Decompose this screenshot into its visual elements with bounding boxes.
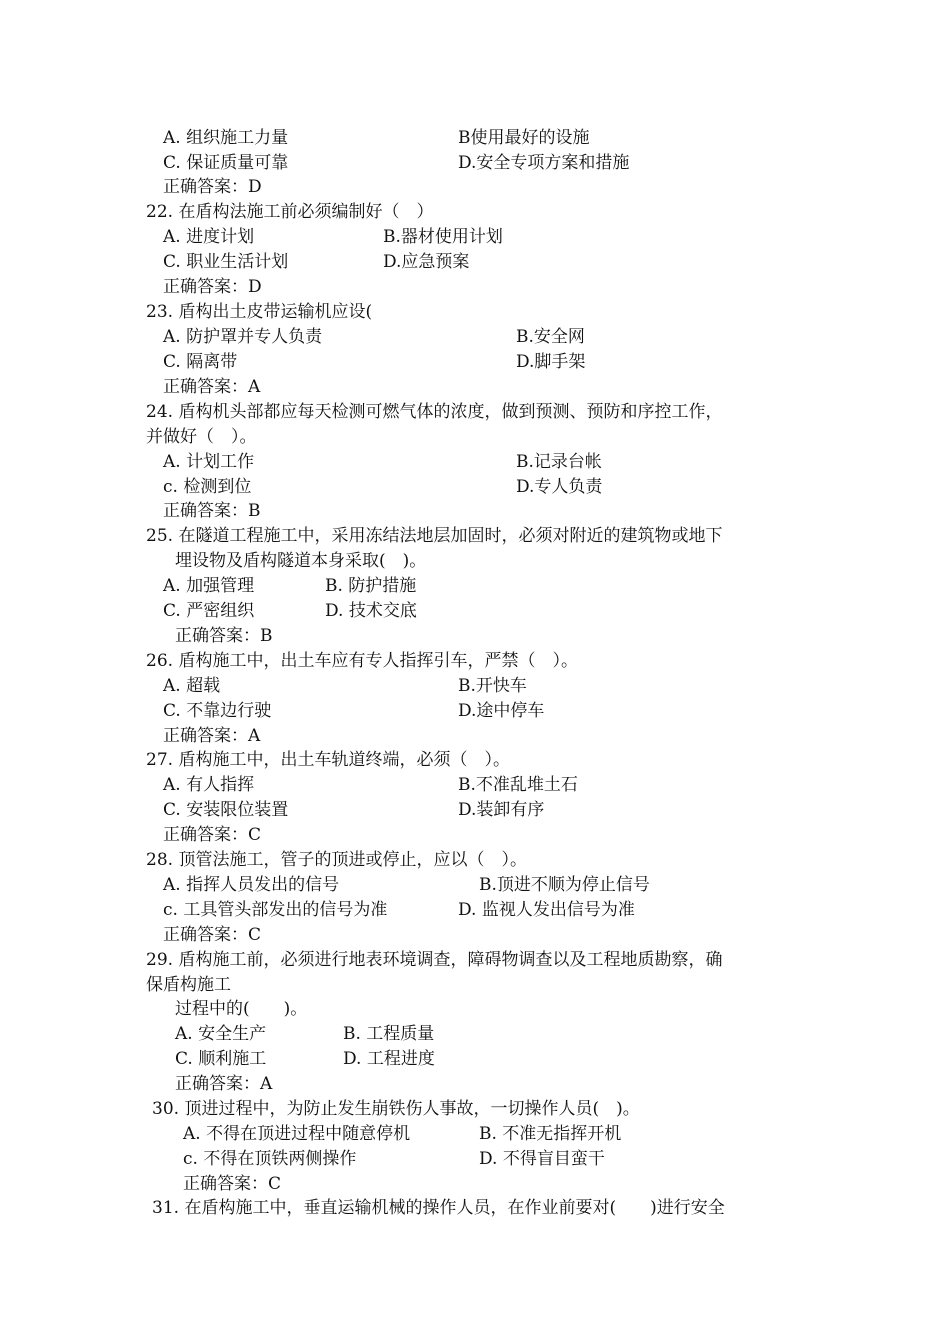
text-line: A. 加强管理 xyxy=(163,576,255,596)
text-line: c. 检测到位 xyxy=(163,477,252,497)
text-line: 正确答案：A xyxy=(163,726,261,746)
text-line: A. 组织施工力量 xyxy=(163,128,289,148)
text-line: 正确答案：B xyxy=(175,626,273,646)
text-line: 正确答案：C xyxy=(163,925,262,945)
text-line: A. 计划工作 xyxy=(163,452,255,472)
text-line: D. 监视人发出信号为准 xyxy=(458,900,635,920)
text-line: 正确答案：A xyxy=(175,1074,273,1094)
text-line: 24. 盾构机头部都应每天检测可燃气体的浓度，做到预测、预防和序控工作， xyxy=(146,402,723,422)
text-line: C. 不靠边行驶 xyxy=(163,701,272,721)
text-line: C. 保证质量可靠 xyxy=(163,153,289,173)
text-line: c. 不得在顶铁两侧操作 xyxy=(183,1149,357,1169)
text-line: B. 防护措施 xyxy=(325,576,417,596)
text-line: D.途中停车 xyxy=(458,701,545,721)
text-line: 25. 在隧道工程施工中，采用冻结法地层加固时，必须对附近的建筑物或地下 xyxy=(146,526,723,546)
text-line: A. 进度计划 xyxy=(163,227,255,247)
text-line: D.装卸有序 xyxy=(458,800,545,820)
text-line: 22. 在盾构法施工前必须编制好（ ） xyxy=(146,202,434,222)
text-line: B. 不准无指挥开机 xyxy=(479,1124,622,1144)
text-line: C. 顺利施工 xyxy=(175,1049,267,1069)
text-line: 26. 盾构施工中，出土车应有专人指挥引车，严禁（ ）。 xyxy=(146,651,578,671)
text-line: 并做好（ ）。 xyxy=(146,427,257,447)
text-line: A. 指挥人员发出的信号 xyxy=(163,875,340,895)
text-line: D.专人负责 xyxy=(516,477,603,497)
text-line: A. 安全生产 xyxy=(175,1024,267,1044)
text-line: B.安全网 xyxy=(516,327,585,347)
text-line: B使用最好的设施 xyxy=(458,128,590,148)
text-line: 正确答案：C xyxy=(163,825,262,845)
text-line: A. 有人指挥 xyxy=(163,775,255,795)
text-line: A. 超载 xyxy=(163,676,221,696)
text-line: 过程中的( )。 xyxy=(175,999,308,1019)
text-line: 正确答案：D xyxy=(163,277,262,297)
text-line: B. 工程质量 xyxy=(343,1024,435,1044)
text-line: 27. 盾构施工中，出土车轨道终端，必须（ ）。 xyxy=(146,750,510,770)
text-line: D.脚手架 xyxy=(516,352,586,372)
text-line: D. 技术交底 xyxy=(325,601,417,621)
text-line: 23. 盾构出土皮带运输机应设( xyxy=(146,302,373,322)
text-line: B.记录台帐 xyxy=(516,452,602,472)
text-line: B.开快车 xyxy=(458,676,527,696)
text-line: C. 安装限位装置 xyxy=(163,800,289,820)
text-line: C. 严密组织 xyxy=(163,601,255,621)
text-line: D. 工程进度 xyxy=(343,1049,435,1069)
text-line: D.应急预案 xyxy=(383,252,470,272)
text-line: B.顶进不顺为停止信号 xyxy=(479,875,650,895)
text-line: A. 不得在顶进过程中随意停机 xyxy=(183,1124,411,1144)
text-line: 正确答案：A xyxy=(163,377,261,397)
text-line: 28. 顶管法施工，管子的顶进或停止，应以（ ）。 xyxy=(146,850,527,870)
text-line: C. 隔离带 xyxy=(163,352,238,372)
text-line: D. 不得盲目蛮干 xyxy=(479,1149,605,1169)
text-line: 保盾构施工 xyxy=(146,975,231,995)
text-line: 正确答案：C xyxy=(183,1174,282,1194)
text-line: 31. 在盾构施工中，垂直运输机械的操作人员，在作业前要对( )进行安全 xyxy=(152,1198,725,1218)
text-line: 正确答案：B xyxy=(163,501,261,521)
text-line: D.安全专项方案和措施 xyxy=(458,153,630,173)
text-line: B.器材使用计划 xyxy=(383,227,503,247)
text-line: 30. 顶进过程中，为防止发生崩铁伤人事故，一切操作人员( )。 xyxy=(152,1099,640,1119)
text-line: c. 工具管头部发出的信号为准 xyxy=(163,900,388,920)
text-line: C. 职业生活计划 xyxy=(163,252,289,272)
text-line: 埋设物及盾构隧道本身采取( )。 xyxy=(175,551,427,571)
text-line: A. 防护罩并专人负责 xyxy=(163,327,323,347)
text-line: 正确答案：D xyxy=(163,177,262,197)
text-line: B.不准乱堆土石 xyxy=(458,775,578,795)
text-line: 29. 盾构施工前，必须进行地表环境调查，障碍物调查以及工程地质勘察，确 xyxy=(146,950,723,970)
